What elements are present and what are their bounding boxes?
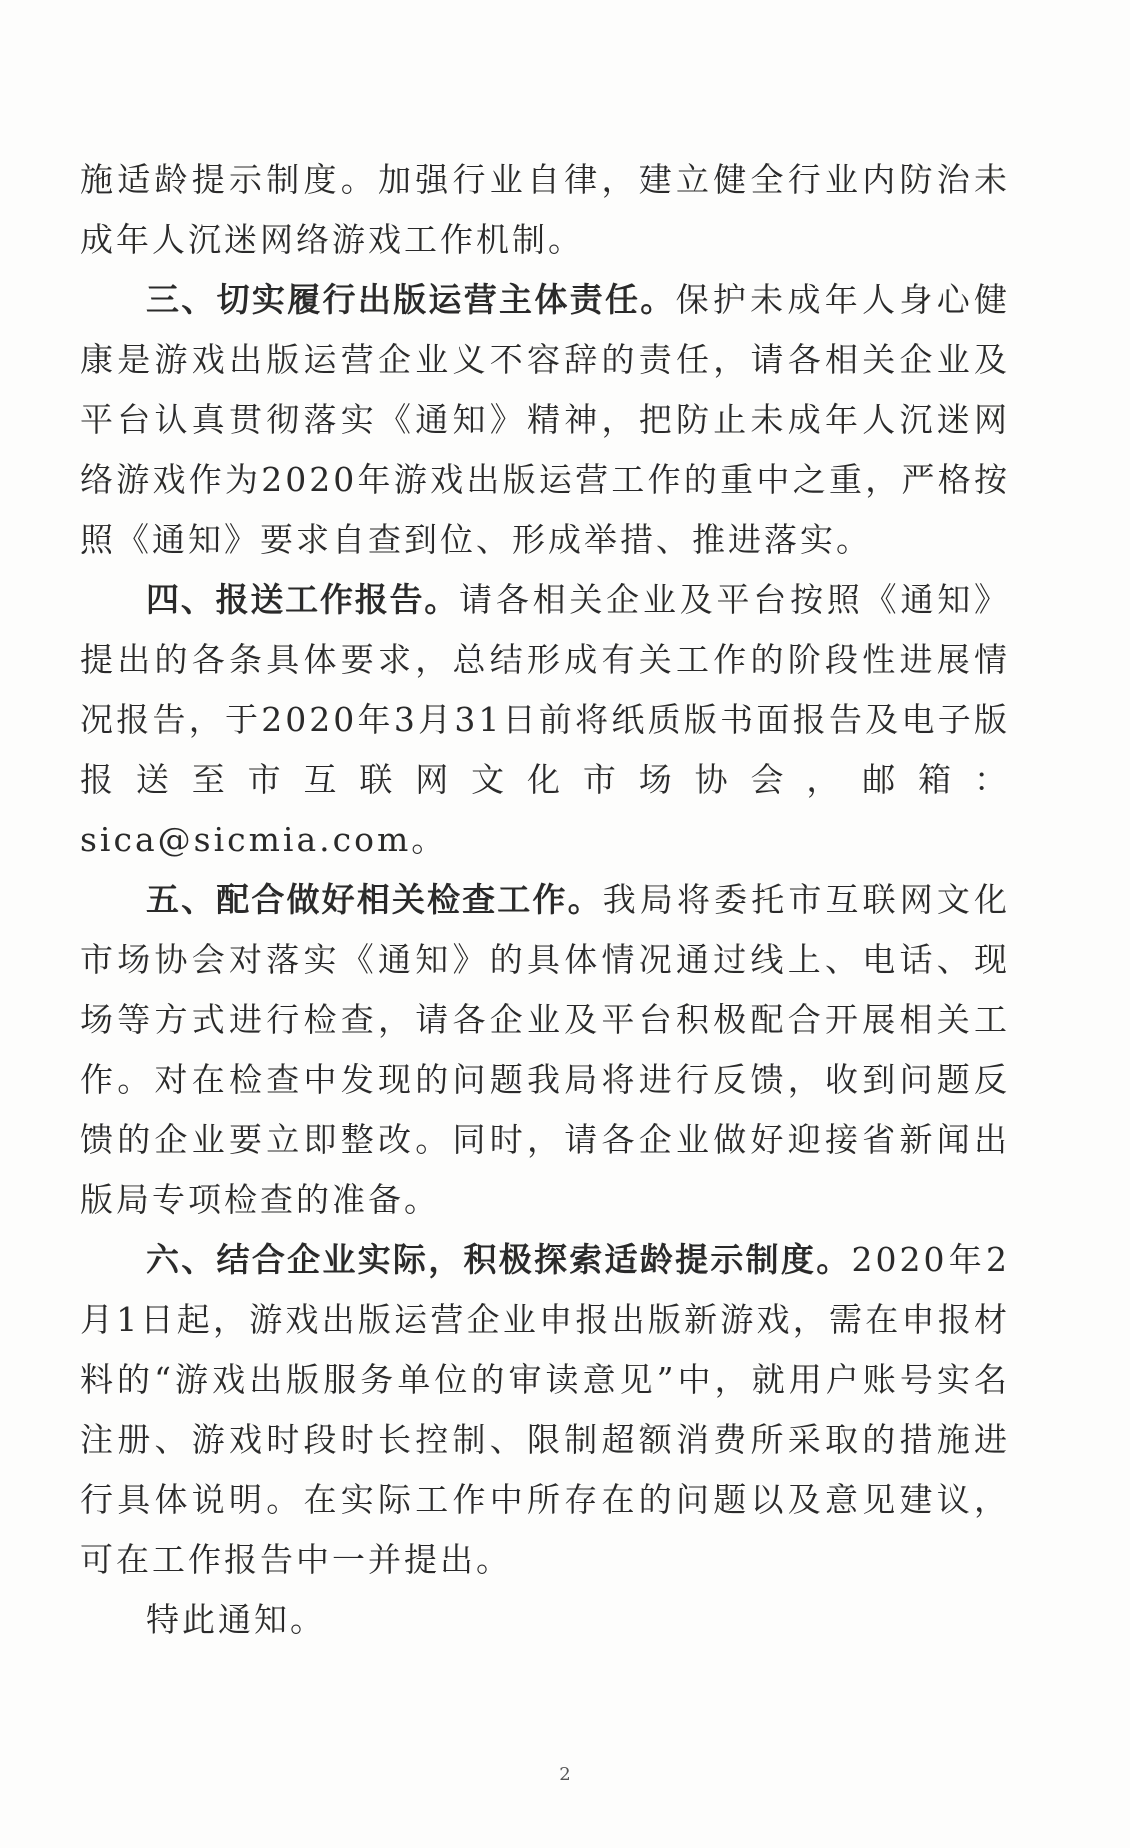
document-body bbox=[80, 150, 1010, 1650]
paragraph-section-6 bbox=[80, 1230, 1010, 1590]
paragraph-continuation bbox=[80, 150, 1010, 270]
paragraph-section-5 bbox=[80, 870, 1010, 1230]
paragraph-text: 请各相关企业及平台按照《通知》提出的各条具体要求，总结形成有关工作的阶段性进展情况报告，于2020年3月31日前将纸质版书面报告及电子版报送至市互联网文化市场协会，邮箱：sica@sicmia.com。 bbox=[80, 580, 1011, 859]
section-heading: 四、报送工作报告。 bbox=[146, 580, 460, 619]
page-number: 2 bbox=[559, 1764, 571, 1785]
paragraph-text: 我局将委托市互联网文化市场协会对落实《通知》的具体情况通过线上、电话、现场等方式进行检查，请各企业及平台积极配合开展相关工作。对在检查中发现的问题我局将进行反馈，收到问题反馈的企业要立即整改。同时，请各企业做好迎接省新闻出版局专项检查的准备。 bbox=[80, 880, 1011, 1219]
paragraph-text: 2020年2月1日起，游戏出版运营企业申报出版新游戏，需在申报材料的“游戏出版服务单位的审读意见”中，就用户账号实名注册、游戏时段时长控制、限制超额消费所采取的措施进行具体说明。在实际工作中所存在的问题以及意见建议，可在工作报告中一并提出。 bbox=[80, 1240, 1010, 1579]
closing-line: 特此通知。 bbox=[146, 1600, 326, 1639]
paragraph-text: 保护未成年人身心健康是游戏出版运营企业义不容辞的责任，请各相关企业及平台认真贯彻落实《通知》精神，把防止未成年人沉迷网络游戏作为2020年游戏出版运营工作的重中之重，严格按照《通知》要求自查到位、形成举措、推进落实。 bbox=[80, 280, 1011, 559]
paragraph-text: 施适龄提示制度。加强行业自律，建立健全行业内防治未成年人沉迷网络游戏工作机制。 bbox=[80, 160, 1010, 259]
paragraph-section-4 bbox=[80, 570, 1010, 870]
section-heading: 五、配合做好相关检查工作。 bbox=[146, 880, 603, 919]
section-heading: 六、结合企业实际，积极探索适龄提示制度。 bbox=[146, 1240, 852, 1279]
section-heading: 三、切实履行出版运营主体责任。 bbox=[146, 280, 676, 319]
paragraph-section-3 bbox=[80, 270, 1010, 570]
